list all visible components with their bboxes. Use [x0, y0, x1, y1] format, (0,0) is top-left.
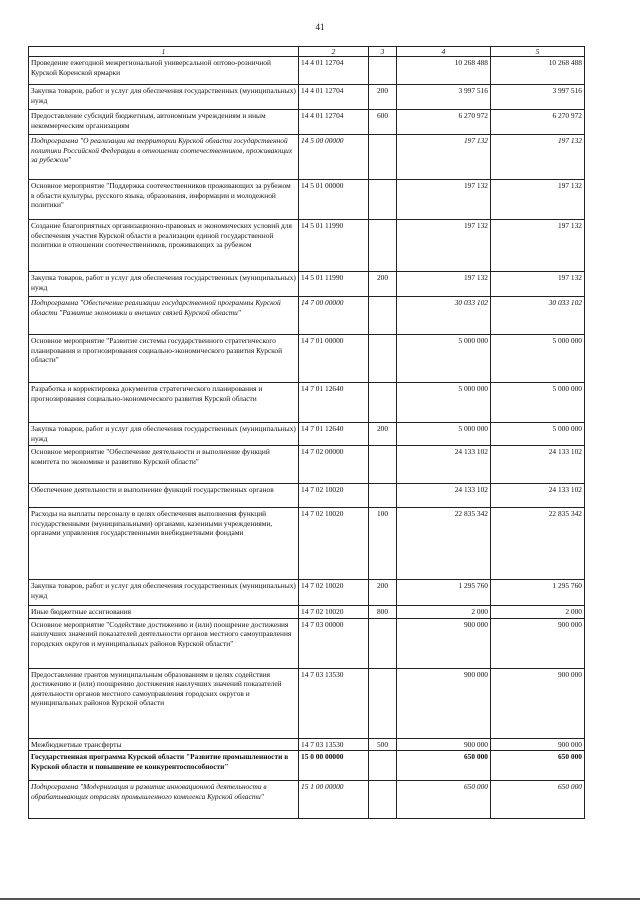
- row-amount-1-cell: 900 000: [397, 668, 491, 738]
- column-header-code: 2: [299, 47, 369, 57]
- row-name-cell: Основное мероприятие "Поддержка соотечественников проживающих за рубежом в области культуры, русского языка, образования, информации и молодежной политики": [29, 180, 299, 220]
- row-name-cell: Основное мероприятие "Развитие системы государственного стратегического планирования и прогнозирования социально-экономического развития Курской области": [29, 335, 299, 383]
- row-code-cell: 14 4 01 12704: [299, 110, 369, 135]
- row-expense-type-cell: 100: [369, 508, 397, 580]
- table-row: [29, 110, 585, 135]
- row-amount-1-cell: 1 295 760: [397, 580, 491, 606]
- row-amount-2-cell: 6 270 972: [491, 110, 585, 135]
- row-code-cell: 14 7 03 00000: [299, 618, 369, 668]
- row-name-cell: Иные бюджетные ассигнования: [29, 606, 299, 618]
- table-row: [29, 781, 585, 819]
- column-header-amount-1: 4: [397, 47, 491, 57]
- row-name-cell: Закупка товаров, работ и услуг для обеспечения государственных (муниципальных) нужд: [29, 423, 299, 446]
- row-amount-2-cell: 24 133 102: [491, 484, 585, 508]
- row-amount-2-cell: 5 000 000: [491, 423, 585, 446]
- row-code-cell: 14 7 01 12640: [299, 423, 369, 446]
- row-expense-type-cell: [369, 383, 397, 423]
- row-amount-1-cell: 197 132: [397, 220, 491, 272]
- row-expense-type-cell: [369, 446, 397, 484]
- row-name-cell: Межбюджетные трансферты: [29, 738, 299, 750]
- row-name-cell: Проведение ежегодной межрегиональной универсальной оптово-розничной Курской Коренской ярмарки: [29, 57, 299, 85]
- row-code-cell: 14 7 03 13530: [299, 738, 369, 750]
- row-expense-type-cell: [369, 135, 397, 180]
- row-expense-type-cell: [369, 335, 397, 383]
- row-name-cell: Предоставление субсидий бюджетным, автономным учреждениям и иным некоммерческим организациям: [29, 110, 299, 135]
- column-header-name: 1: [29, 47, 299, 57]
- row-amount-1-cell: 900 000: [397, 738, 491, 750]
- row-amount-2-cell: 5 000 000: [491, 335, 585, 383]
- row-expense-type-cell: [369, 751, 397, 781]
- row-expense-type-cell: [369, 297, 397, 335]
- table-row: [29, 297, 585, 335]
- row-amount-2-cell: 1 295 760: [491, 580, 585, 606]
- column-header-expense-type: 3: [369, 47, 397, 57]
- row-amount-1-cell: 3 997 516: [397, 85, 491, 110]
- row-amount-1-cell: 650 000: [397, 751, 491, 781]
- row-name-cell: Основное мероприятие "Содействие достижению и (или) поощрение достижения наилучших значений показателей деятельности органов местного самоуправления городских округов и муниципальных районов Курской области": [29, 618, 299, 668]
- row-amount-2-cell: 197 132: [491, 220, 585, 272]
- row-amount-2-cell: 2 000: [491, 606, 585, 618]
- row-amount-1-cell: 650 000: [397, 781, 491, 819]
- row-expense-type-cell: 600: [369, 110, 397, 135]
- table-row: [29, 383, 585, 423]
- row-amount-1-cell: 10 268 488: [397, 57, 491, 85]
- row-amount-1-cell: 24 133 102: [397, 484, 491, 508]
- row-code-cell: 14 4 01 12704: [299, 57, 369, 85]
- row-amount-2-cell: 197 132: [491, 135, 585, 180]
- scan-bottom-edge: [0, 898, 640, 900]
- row-expense-type-cell: [369, 57, 397, 85]
- row-expense-type-cell: 200: [369, 272, 397, 297]
- row-amount-1-cell: 5 000 000: [397, 423, 491, 446]
- row-code-cell: 14 7 03 13530: [299, 668, 369, 738]
- row-expense-type-cell: 200: [369, 580, 397, 606]
- row-expense-type-cell: 200: [369, 423, 397, 446]
- table-row: [29, 135, 585, 180]
- row-amount-2-cell: 197 132: [491, 272, 585, 297]
- row-code-cell: 14 7 02 10020: [299, 580, 369, 606]
- table-row: [29, 484, 585, 508]
- row-code-cell: 14 5 01 11990: [299, 272, 369, 297]
- row-amount-2-cell: 900 000: [491, 738, 585, 750]
- row-amount-1-cell: 6 270 972: [397, 110, 491, 135]
- row-amount-1-cell: 30 033 102: [397, 297, 491, 335]
- column-header-amount-2: 5: [491, 47, 585, 57]
- row-name-cell: Обеспечение деятельности и выполнение функций государственных органов: [29, 484, 299, 508]
- row-amount-2-cell: 900 000: [491, 618, 585, 668]
- row-amount-1-cell: 5 000 000: [397, 383, 491, 423]
- row-expense-type-cell: 200: [369, 85, 397, 110]
- row-expense-type-cell: 500: [369, 738, 397, 750]
- row-code-cell: 15 0 00 00000: [299, 751, 369, 781]
- row-code-cell: 14 7 01 12640: [299, 383, 369, 423]
- row-amount-2-cell: 197 132: [491, 180, 585, 220]
- row-code-cell: 14 7 02 10020: [299, 606, 369, 618]
- row-amount-2-cell: 24 133 102: [491, 446, 585, 484]
- row-code-cell: 14 7 02 10020: [299, 484, 369, 508]
- row-amount-2-cell: 650 000: [491, 751, 585, 781]
- budget-table: [28, 46, 585, 819]
- row-name-cell: Подпрограмма "Модернизация и развитие инновационной деятельности в обрабатывающих отраслях промышленного комплекса Курской области": [29, 781, 299, 819]
- row-expense-type-cell: [369, 618, 397, 668]
- row-name-cell: Подпрограмма "О реализации на территории Курской области государственной политики Российской Федерации в отношении соотечественников, проживающих за рубежом": [29, 135, 299, 180]
- row-code-cell: 14 7 02 00000: [299, 446, 369, 484]
- table-row: [29, 668, 585, 738]
- row-code-cell: 14 5 01 11990: [299, 220, 369, 272]
- row-code-cell: 14 5 00 00000: [299, 135, 369, 180]
- row-code-cell: 14 7 02 10020: [299, 508, 369, 580]
- table-row: [29, 220, 585, 272]
- row-name-cell: Основное мероприятие "Обеспечение деятельности и выполнение функций комитета по экономике и развитию Курской области": [29, 446, 299, 484]
- table-row: [29, 180, 585, 220]
- table-row: [29, 57, 585, 85]
- row-name-cell: Закупка товаров, работ и услуг для обеспечения государственных (муниципальных) нужд: [29, 85, 299, 110]
- table-row: [29, 446, 585, 484]
- table-row: [29, 508, 585, 580]
- row-code-cell: 14 5 01 00000: [299, 180, 369, 220]
- row-expense-type-cell: [369, 180, 397, 220]
- row-code-cell: 14 7 00 00000: [299, 297, 369, 335]
- row-amount-2-cell: 650 000: [491, 781, 585, 819]
- row-expense-type-cell: [369, 781, 397, 819]
- row-amount-2-cell: 5 000 000: [491, 383, 585, 423]
- table-row: [29, 738, 585, 750]
- column-number-row: [29, 47, 585, 57]
- table-row: [29, 335, 585, 383]
- row-expense-type-cell: [369, 484, 397, 508]
- row-code-cell: 14 4 01 12704: [299, 85, 369, 110]
- table-row: [29, 606, 585, 618]
- row-expense-type-cell: 800: [369, 606, 397, 618]
- row-amount-2-cell: 30 033 102: [491, 297, 585, 335]
- row-amount-1-cell: 197 132: [397, 272, 491, 297]
- table-row: [29, 618, 585, 668]
- row-name-cell: Подпрограмма "Обеспечение реализации государственной программы Курской области "Развитие экономики и внешних связей Курской области": [29, 297, 299, 335]
- row-name-cell: Государственная программа Курской области "Развитие промышленности в Курской области и повышение ее конкурентоспособности": [29, 751, 299, 781]
- row-expense-type-cell: [369, 220, 397, 272]
- row-amount-1-cell: 5 000 000: [397, 335, 491, 383]
- row-name-cell: Закупка товаров, работ и услуг для обеспечения государственных (муниципальных) нужд: [29, 580, 299, 606]
- table-row: [29, 580, 585, 606]
- row-amount-1-cell: 900 000: [397, 618, 491, 668]
- row-amount-1-cell: 197 132: [397, 135, 491, 180]
- row-name-cell: Создание благоприятных организационно-правовых и экономических условий для обеспечения участия Курской области в реализации единой государственной политики в отношении соотечественников, проживающих за рубежом: [29, 220, 299, 272]
- row-code-cell: 15 1 00 00000: [299, 781, 369, 819]
- row-amount-1-cell: 22 835 342: [397, 508, 491, 580]
- row-expense-type-cell: [369, 668, 397, 738]
- row-amount-1-cell: 197 132: [397, 180, 491, 220]
- row-amount-2-cell: 3 997 516: [491, 85, 585, 110]
- table-row: [29, 85, 585, 110]
- table-body: [29, 57, 585, 819]
- row-amount-2-cell: 10 268 488: [491, 57, 585, 85]
- row-amount-2-cell: 22 835 342: [491, 508, 585, 580]
- row-name-cell: Закупка товаров, работ и услуг для обеспечения государственных (муниципальных) нужд: [29, 272, 299, 297]
- row-name-cell: Разработка и корректировка документов стратегического планирования и прогнозирования социально-экономического развития Курской области: [29, 383, 299, 423]
- row-code-cell: 14 7 01 00000: [299, 335, 369, 383]
- row-name-cell: Расходы на выплаты персоналу в целях обеспечения выполнения функций государственными (муниципальными) органами, казенными учреждениями, органами управления государственными внебюджетными фондами: [29, 508, 299, 580]
- table-row: [29, 751, 585, 781]
- row-amount-1-cell: 2 000: [397, 606, 491, 618]
- table-row: [29, 272, 585, 297]
- row-amount-2-cell: 900 000: [491, 668, 585, 738]
- page-number: 41: [315, 22, 325, 32]
- row-name-cell: Предоставление грантов муниципальным образованиям в целях содействия достижению и (или) поощрению достижения наилучших значений показателей деятельности органов местного самоуправления городских округов и муниципальных районов Курской области: [29, 668, 299, 738]
- table-row: [29, 423, 585, 446]
- row-amount-1-cell: 24 133 102: [397, 446, 491, 484]
